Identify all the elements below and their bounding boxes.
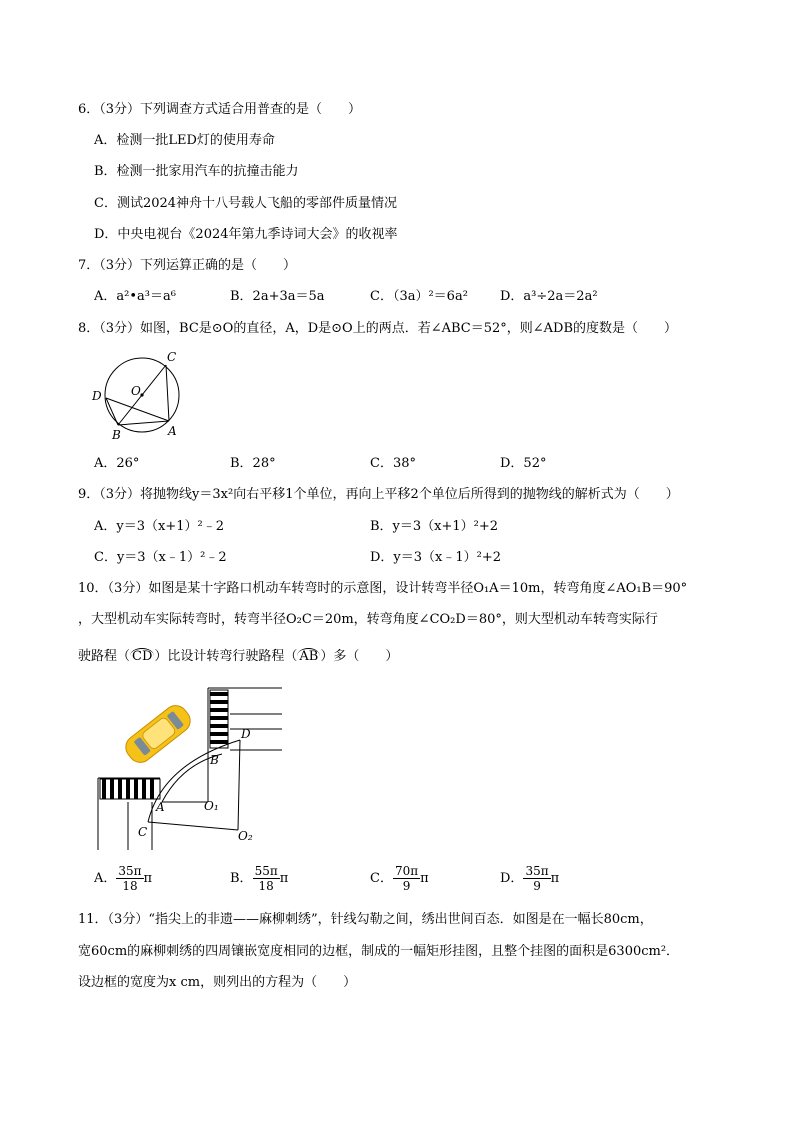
question-6-stem: 6．（3分）下列调查方式适合用普查的是（ ） [78,102,362,117]
label-b: B [210,753,219,767]
label-o2: O₂ [238,829,253,843]
label-d: D [92,389,102,403]
question-10-option-b[interactable] [230,864,288,893]
question-10-option-d[interactable] [500,864,559,893]
question-7-option-b[interactable]: B．2a+3a＝5a [230,289,325,304]
question-6-option-b[interactable]: B．检测一批家用汽车的抗撞击能力 [94,164,299,179]
question-10-option-c[interactable] [370,864,429,893]
fraction: $\frac{55\pi}{18}$ [254,864,278,893]
question-9-stem: 9．（3分）将抛物线y＝3x²向右平移1个单位，再向上平移2个单位后所得到的抛物线的解析式为（ ） [78,487,679,502]
question-7-option-d[interactable]: D．a³÷2a＝2a² [500,289,598,304]
question-6-option-d[interactable]: D．中央电视台《2024年第九季诗词大会》的收视率 [94,227,398,242]
fraction: $\frac{35\pi}{18}$ [118,864,142,893]
question-6-option-c[interactable]: C．测试2024神舟十八号载人飞船的零部件质量情况 [94,196,398,211]
label-d: D [241,727,251,741]
option-letter: C． [370,871,393,886]
question-8-stem: 8．（3分）如图，BC是⊙O的直径，A，D是⊙O上的两点．若∠ABC＝52°，则∠ADB的度数是（ ） [78,321,678,336]
pi-suffix: π [143,871,153,886]
question-10-line-3 [78,648,398,666]
question-6-option-a[interactable]: A．检测一批LED灯的使用寿命 [94,133,275,148]
question-9-option-b[interactable]: B．y＝3（x+1）²+2 [370,519,499,534]
question-7-option-a[interactable]: A．a²•a³＝a⁶ [94,289,176,304]
question-7-option-c[interactable]: C．（3a）²＝6a² [370,289,468,304]
circle-diagram [90,348,190,444]
fraction: $\frac{35\pi}{9}$ [525,864,549,893]
question-10-text-a: 驶路程（ [78,649,131,664]
label-a: A [168,424,177,438]
label-o1: O₁ [204,799,219,813]
question-11-line-1: 11．（3分）“指尖上的非遗——麻柳刺绣”，针线勾勒之间，绣出世间百态．如图是在一幅长80cm， [78,912,653,927]
question-8-option-d[interactable]: D．52° [500,456,547,471]
label-c: C [138,825,148,839]
label-b: B [112,428,121,442]
car-icon [121,701,195,767]
label-c: C [167,350,177,364]
question-7-stem: 7．（3分）下列运算正确的是（ ） [78,258,297,273]
option-letter: B． [230,871,253,886]
question-10-line-1: 10．（3分）如图是某十字路口机动车转弯时的示意图，设计转弯半径O₁A＝10m，转弯角度∠AO₁B＝90° [78,581,688,596]
question-9-option-c[interactable]: C．y＝3（x﹣1）²﹣2 [94,550,227,565]
question-11-line-3: 设边框的宽度为x cm，则列出的方程为（ ） [78,975,357,990]
arc-cd: CD [132,649,153,664]
question-9-option-a[interactable]: A．y＝3（x+1）²﹣2 [94,519,224,534]
pi-suffix: π [550,871,560,886]
option-letter: D． [500,871,524,886]
pi-suffix: π [420,871,429,886]
arc-ab: AB [299,649,319,664]
question-8-option-c[interactable]: C．38° [370,456,416,471]
intersection-diagram [92,684,292,856]
question-11-line-2: 宽60cm的麻柳刺绣的四周镶嵌宽度相同的边框，制成的一幅矩形挂图，且整个挂图的面积是6300cm²． [78,944,680,959]
question-10-option-a[interactable] [94,864,152,893]
option-letter: A． [94,871,117,886]
fraction: $\frac{70\pi}{9}$ [394,864,419,893]
label-o: O [131,384,141,398]
question-9-option-d[interactable]: D．y＝3（x﹣1）²+2 [370,550,502,565]
question-10-text-b: ）比设计转弯行驶路程（ [154,649,298,664]
question-8-option-a[interactable]: A．26° [94,456,140,471]
label-a: A [156,800,165,814]
question-10-line-2: ，大型机动车实际转弯时，转弯半径O₂C＝20m，转弯角度∠CO₂D＝80°，则大型机动车转弯实际行 [78,612,658,627]
question-8-option-b[interactable]: B．28° [230,456,276,471]
pi-suffix: π [279,871,289,886]
question-10-text-c: ）多（ ） [320,649,399,664]
